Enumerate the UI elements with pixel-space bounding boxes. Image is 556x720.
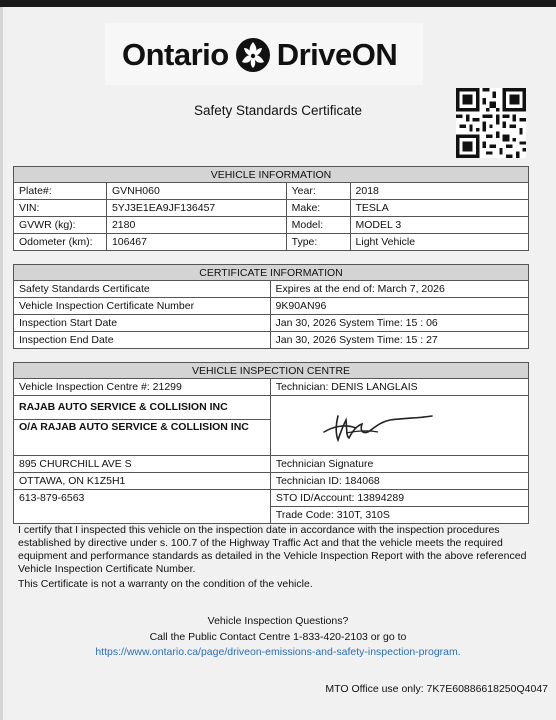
make-label: Make:: [286, 200, 350, 217]
trade-code: Trade Code: 310T, 310S: [270, 507, 528, 524]
mto-code: 7K7E60886618250Q4047: [426, 683, 548, 695]
contact-centre-text: Call the Public Contact Centre 1-833-420-2103 or go to: [149, 631, 407, 643]
trillium-icon: [235, 37, 271, 73]
sto-id: STO ID/Account: 13894289: [270, 490, 528, 507]
certificate-information-header: CERTIFICATE INFORMATION: [14, 265, 529, 281]
technician-name: Technician: DENIS LANGLAIS: [270, 379, 528, 396]
mto-label: MTO Office use only:: [325, 683, 427, 695]
logo-word-ontario: Ontario: [122, 37, 229, 72]
logo-word-driveon: DriveON: [276, 37, 398, 72]
cert-row-value: 9K90AN96: [270, 298, 528, 315]
warranty-disclaimer: This Certificate is not a warranty on the condition of the vehicle.: [18, 578, 313, 590]
technician-id: Technician ID: 184068: [270, 473, 528, 490]
driveon-program-link[interactable]: https://www.ontario.ca/page/driveon-emissions-and-safety-inspection-program.: [95, 646, 461, 658]
vin-label: VIN:: [14, 200, 107, 217]
certification-statement: I certify that I inspected this vehicle on the inspection date in accordance with the inspection procedures established by directive under s. 100.7 of the Highway Traffic Act and that the vehicle meets the required equipment and performance standards as detailed in the Vehicle Inspection Report with the above referenced Vehicle Inspection Certificate Number.: [18, 524, 527, 575]
centre-number: Vehicle Inspection Centre #: 21299: [14, 379, 271, 396]
odometer-label: Odometer (km):: [14, 234, 107, 251]
certificate-information-table: [13, 264, 529, 349]
centre-city: OTTAWA, ON K1Z5H1: [14, 473, 271, 490]
signature-label: Technician Signature: [270, 456, 528, 473]
plate-label: Plate#:: [14, 183, 107, 200]
cert-row-label: Safety Standards Certificate: [14, 281, 271, 298]
cert-row-label: Inspection Start Date: [14, 315, 271, 332]
model-value: MODEL 3: [350, 217, 528, 234]
qr-code[interactable]: [456, 88, 526, 158]
centre-address: 895 CHURCHILL AVE S: [14, 456, 271, 473]
cert-row-value: Jan 30, 2026 System Time: 15 : 27: [270, 332, 528, 349]
cert-row-label: Inspection End Date: [14, 332, 271, 349]
vehicle-information-header: VEHICLE INFORMATION: [14, 167, 529, 183]
document-title: Safety Standards Certificate: [193, 103, 363, 118]
type-value: Light Vehicle: [350, 234, 528, 251]
cert-row-label: Vehicle Inspection Certificate Number: [14, 298, 271, 315]
inspection-centre-header: VEHICLE INSPECTION CENTRE: [14, 363, 529, 379]
cert-row-value: Expires at the end of: March 7, 2026: [270, 281, 528, 298]
odometer-value: 106467: [106, 234, 286, 251]
year-label: Year:: [286, 183, 350, 200]
year-value: 2018: [350, 183, 528, 200]
technician-signature: [316, 406, 436, 446]
model-label: Model:: [286, 217, 350, 234]
gvwr-value: 2180: [106, 217, 286, 234]
type-label: Type:: [286, 234, 350, 251]
centre-name: RAJAB AUTO SERVICE & COLLISION INC: [14, 396, 271, 420]
make-value: TESLA: [350, 200, 528, 217]
vin-value: 5YJ3E1EA9JF136457: [106, 200, 286, 217]
plate-value: GVNH060: [106, 183, 286, 200]
cert-row-value: Jan 30, 2026 System Time: 15 : 06: [270, 315, 528, 332]
inspection-centre-table: [13, 362, 529, 524]
gvwr-label: GVWR (kg):: [14, 217, 107, 234]
vehicle-information-table: [13, 166, 529, 251]
mto-office-use: [325, 683, 548, 695]
signature-cell: [270, 396, 528, 456]
centre-phone: 613-879-6563: [14, 490, 271, 524]
ontario-driveon-logo: [122, 35, 397, 75]
centre-operating-name: O/A RAJAB AUTO SERVICE & COLLISION INC: [14, 419, 271, 455]
questions-heading: Vehicle Inspection Questions?: [207, 615, 349, 627]
top-edge-bar: [0, 0, 556, 7]
